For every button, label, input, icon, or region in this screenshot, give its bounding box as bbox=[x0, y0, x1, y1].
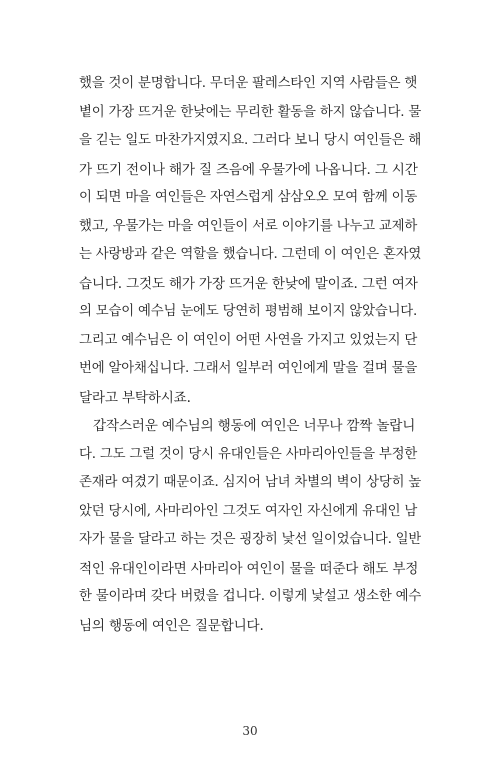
body-text bbox=[79, 70, 421, 640]
page-number: 30 bbox=[242, 724, 258, 738]
text-line: 았던 당시에, 사마리아인 그것도 여자인 자신에게 유대인 남 bbox=[79, 503, 418, 519]
text-line: 이 되면 마을 여인들은 자연스럽게 삼삼오오 모여 함께 이동 bbox=[79, 190, 418, 205]
text-line: 한 물이라며 갖다 버렸을 겁니다. 이렇게 낯설고 생소한 예수 bbox=[79, 589, 421, 604]
text-line: 가 뜨기 전이나 해가 질 즈음에 우물가에 나옵니다. 그 시간 bbox=[79, 161, 418, 178]
text-line: 적인 유대인이라면 사마리아 여인이 물을 떠준다 해도 부정 bbox=[79, 560, 419, 577]
text-line: 번에 알아채십니다. 그래서 일부러 여인에게 말을 걸며 물을 bbox=[79, 361, 418, 376]
text-line: 는 사랑방과 같은 역할을 했습니다. 그런데 이 여인은 혼자였 bbox=[79, 247, 421, 262]
text-line: 했고, 우물가는 마을 여인들이 서로 이야기를 나누고 교제하 bbox=[79, 218, 418, 234]
text-line: 을 긷는 일도 마찬가지였지요. 그러다 보니 당시 여인들은 해 bbox=[79, 133, 421, 148]
text-line: 갑작스러운 예수님의 행동에 여인은 너무나 깜짝 놀랍니 bbox=[93, 418, 416, 434]
text-line: 그리고 예수님은 이 여인이 어떤 사연을 가지고 있었는지 단 bbox=[79, 332, 418, 348]
text-line: 했을 것이 분명합니다. 무더운 팔레스타인 지역 사람들은 햇 bbox=[79, 76, 418, 91]
text-line: 자가 물을 달라고 하는 것은 굉장히 낯선 일이었습니다. 일반 bbox=[79, 532, 421, 547]
text-line: 존재라 여겼기 때문이죠. 심지어 남녀 차별의 벽이 상당히 높 bbox=[79, 475, 421, 490]
text-line: 볕이 가장 뜨거운 한낮에는 무리한 활동을 하지 않습니다. 물 bbox=[79, 104, 421, 120]
text-line: 님의 행동에 여인은 질문합니다. bbox=[79, 617, 264, 634]
text-line: 의 모습이 예수님 눈에도 당연히 평범해 보이지 않았습니다. bbox=[79, 304, 418, 319]
text-line: 다. 그도 그럴 것이 당시 유대인들은 사마리아인들을 부정한 bbox=[79, 446, 418, 462]
text-line: 습니다. 그것도 해가 가장 뜨거운 한낮에 말이죠. 그런 여자 bbox=[79, 275, 418, 292]
text-line: 달라고 부탁하시죠. bbox=[79, 389, 191, 406]
